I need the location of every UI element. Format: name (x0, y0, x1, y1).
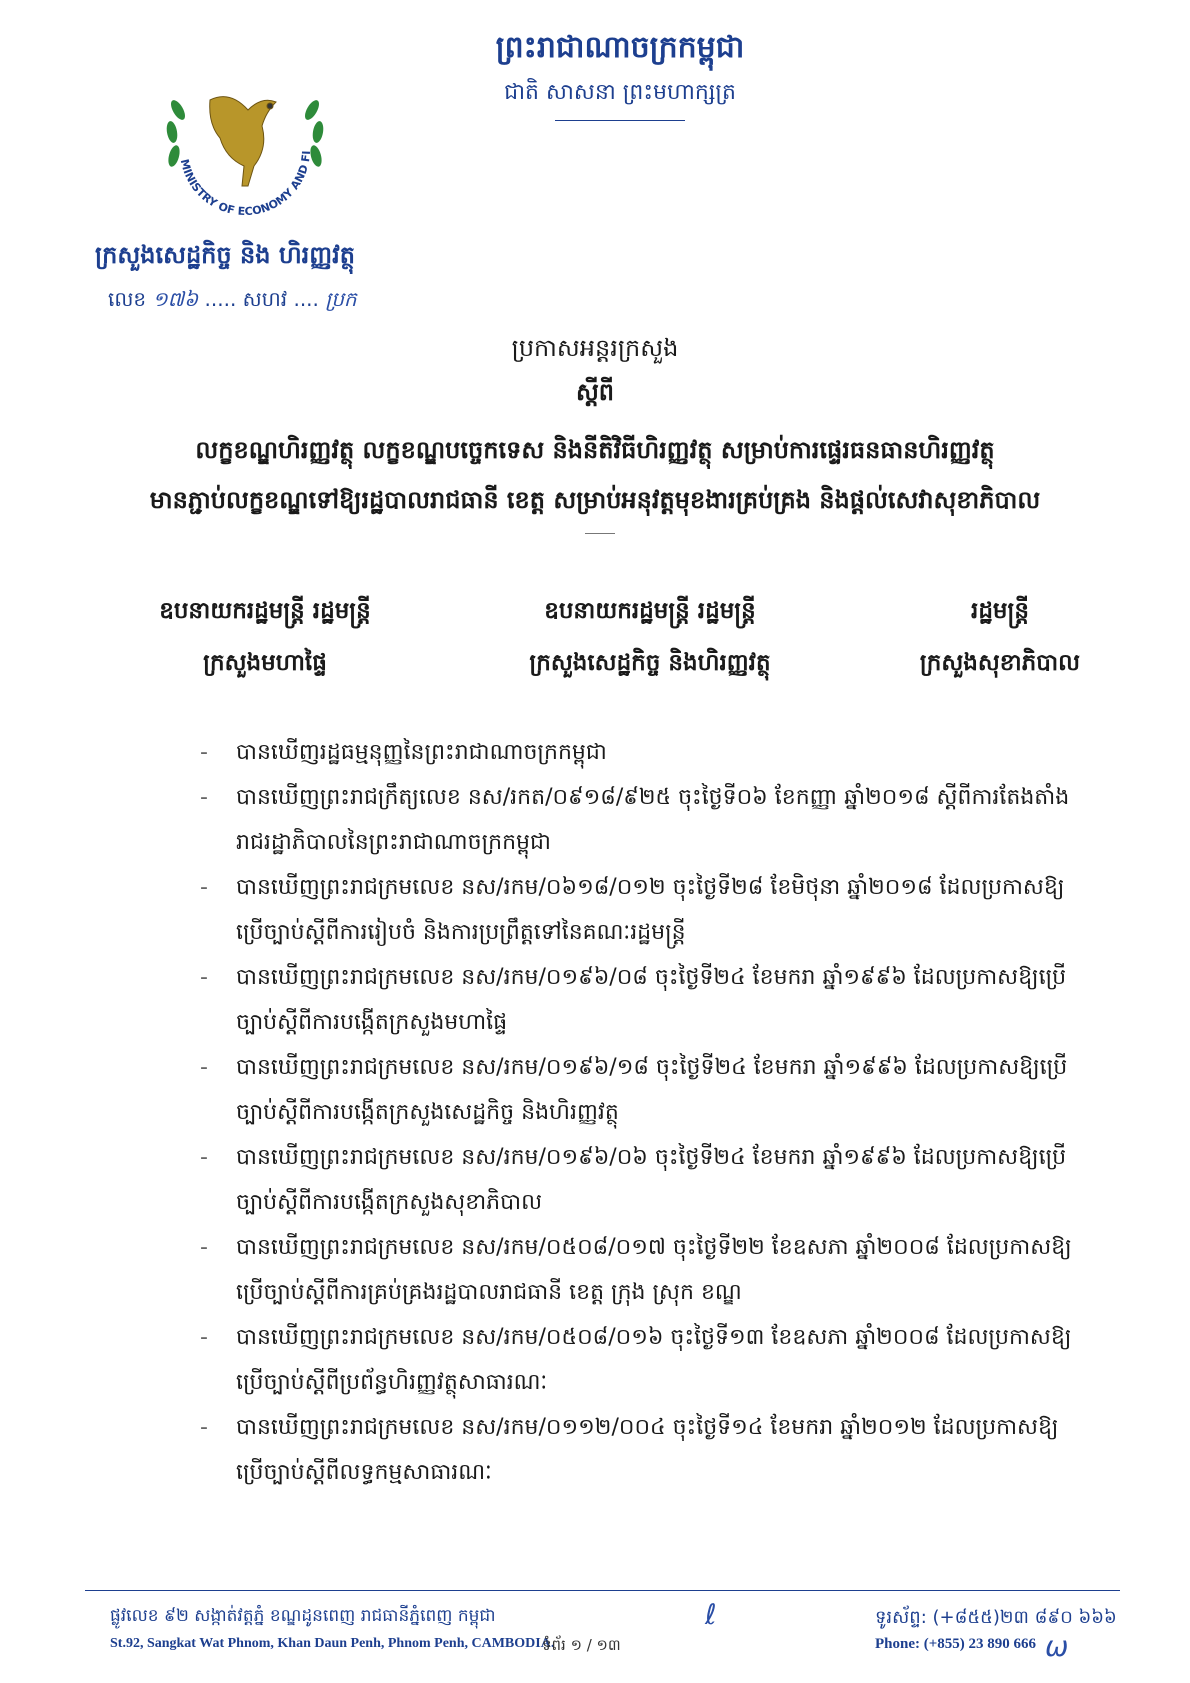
list-item: - បានឃើញរដ្ឋធម្មនុញ្ញនៃព្រះរាជាណាចក្រកម្ពុជា (200, 740, 607, 765)
footer-address-khmer: ផ្លូវលេខ ៩២ សង្កាត់វត្តភ្នំ ខណ្ឌដូនពេញ រាជធានីភ្នំពេញ កម្ពុជា (110, 1606, 496, 1626)
list-item: - បានឃើញព្រះរាជក្រមលេខ នស/រកម/០១៩៦/១៨ ចុះថ្ងៃទី២៤ ខែមករា ឆ្នាំ១៩៩៦ ដែលប្រកាសឱ្យប្រើច្បាប់ស្តីពីការបង្កើតក្រសួងសេដ្ឋកិច្ច និងហិរញ្ញវត្ថុ (200, 1055, 1068, 1125)
signatory-economy-finance (470, 585, 830, 689)
ref-number: ១៧៦ (152, 287, 199, 311)
signatory-title: ឧបនាយករដ្ឋមន្ត្រី រដ្ឋមន្ត្រី (544, 598, 756, 624)
signatory-ministry: ក្រសួងសេដ្ឋកិច្ច និងហិរញ្ញវត្ថុ (529, 650, 771, 676)
ref-handwritten: ប្រក (325, 287, 357, 311)
ministry-name: ក្រសួងសេដ្ឋកិច្ច និង ហិរញ្ញវត្ថុ (95, 241, 355, 269)
seal-arc-text: MINISTRY OF ECONOMY AND FI (177, 150, 314, 219)
signatory-ministry: ក្រសួងសុខាភិបាល (919, 650, 1081, 676)
list-item: - បានឃើញព្រះរាជក្រឹត្យលេខ នស/រកត/០៩១៨/៩២៥ ចុះថ្ងៃទី០៦ ខែកញ្ញា ឆ្នាំ២០១៨ ស្តីពីការតែងតាំងរាជរដ្ឋាភិបាលនៃព្រះរាជាណាចក្រកម្ពុជា (200, 785, 1070, 855)
kingdom-name: ព្រះរាជាណាចក្រកម្ពុជា (495, 30, 745, 65)
list-item: - បានឃើញព្រះរាជក្រមលេខ នស/រកម/០៥០៨/០១៧ ចុះថ្ងៃទី២២ ខែឧសភា ឆ្នាំ២០០៨ ដែលប្រកាសឱ្យប្រើច្បាប់ស្តីពីការគ្រប់គ្រងរដ្ឋបាលរាជធានី ខេត្ត ក្រុង ស្រុក ខណ្ឌ (200, 1235, 1072, 1305)
footer-address-english: St.92, Sangkat Wat Phnom, Khan Daun Penh, Phnom Penh, CAMBODIA. (110, 1636, 555, 1651)
ministry-seal-logo (150, 40, 340, 230)
page-number: ទំព័រ ១ / ១៣ (542, 1636, 621, 1654)
handwritten-initial-icon: ω (1045, 1630, 1069, 1663)
national-motto: ជាតិ សាសនា ព្រះមហាក្សត្រ (504, 80, 736, 105)
signatory-interior (100, 585, 430, 689)
signatory-title: រដ្ឋមន្ត្រី (971, 598, 1029, 624)
title-separator (585, 533, 615, 534)
footer-divider (85, 1590, 1120, 1591)
ref-suffix: សហវ (242, 287, 288, 311)
list-item: - បានឃើញព្រះរាជក្រមលេខ នស/រកម/០៥០៨/០១៦ ចុះថ្ងៃទី១៣ ខែឧសភា ឆ្នាំ២០០៨ ដែលប្រកាសឱ្យប្រើច្បាប់ស្តីពីប្រព័ន្ធហិរញ្ញវត្ថុសាធារណៈ (200, 1325, 1072, 1395)
subject-title (0, 425, 1190, 525)
signatory-title: ឧបនាយករដ្ឋមន្ត្រី រដ្ឋមន្ត្រី (159, 598, 371, 624)
signatory-health (880, 585, 1120, 689)
legal-references-list (200, 730, 1080, 1495)
subject-line-2: មានភ្ជាប់លក្ខខណ្ឌទៅឱ្យរដ្ឋបាលរាជធានី ខេត្ត សម្រាប់អនុវត្តមុខងារគ្រប់គ្រង និងផ្តល់សេវាសុខាភិបាល (149, 486, 1041, 514)
list-item: - បានឃើញព្រះរាជក្រមលេខ នស/រកម/០៦១៨/០១២ ចុះថ្ងៃទី២៨ ខែមិថុនា ឆ្នាំ២០១៨ ដែលប្រកាសឱ្យប្រើច្បាប់ស្តីពីការរៀបចំ និងការប្រព្រឹត្តទៅនៃគណៈរដ្ឋមន្ត្រី (200, 875, 1065, 945)
handwritten-initial-icon: ℓ (705, 1598, 717, 1631)
subject-word: ស្តីពី (575, 378, 615, 406)
document-type: ប្រកាសអន្តរក្រសួង (511, 334, 679, 362)
ornament-divider (555, 120, 685, 121)
kingdom-header (450, 28, 790, 121)
reference-number: លេខ ១៧៦ ..... សហវ .... ប្រក (108, 287, 357, 311)
rooster-seal-icon (150, 40, 340, 230)
footer-phone-khmer: ទូរស័ព្ទ: (+៨៥៥)២៣ ៨៩០ ៦៦៦ (875, 1607, 1117, 1628)
list-item: - បានឃើញព្រះរាជក្រមលេខ នស/រកម/០១៩៦/០៦ ចុះថ្ងៃទី២៤ ខែមករា ឆ្នាំ១៩៩៦ ដែលប្រកាសឱ្យប្រើច្បាប់ស្តីពីការបង្កើតក្រសួងសុខាភិបាល (200, 1145, 1067, 1215)
ref-prefix: លេខ (108, 287, 147, 311)
list-item: - បានឃើញព្រះរាជក្រមលេខ នស/រកម/០១១២/០០៤ ចុះថ្ងៃទី១៤ ខែមករា ឆ្នាំ២០១២ ដែលប្រកាសឱ្យប្រើច្បាប់ស្តីពីលទ្ធកម្មសាធារណៈ (200, 1415, 1059, 1485)
signatory-ministry: ក្រសួងមហាផ្ទៃ (203, 650, 327, 676)
footer-phone-english: Phone: (+855) 23 890 666 (875, 1636, 1037, 1652)
subject-line-1: លក្ខខណ្ឌហិរញ្ញវត្ថុ លក្ខខណ្ឌបច្ចេកទេស និងនីតិវិធីហិរញ្ញវត្ថុ សម្រាប់ការផ្ទេរធនធានហិរញ្ញវត្ថុ (195, 436, 995, 464)
list-item: - បានឃើញព្រះរាជក្រមលេខ នស/រកម/០១៩៦/០៨ ចុះថ្ងៃទី២៤ ខែមករា ឆ្នាំ១៩៩៦ ដែលប្រកាសឱ្យប្រើច្បាប់ស្តីពីការបង្កើតក្រសួងមហាផ្ទៃ (200, 965, 1067, 1035)
